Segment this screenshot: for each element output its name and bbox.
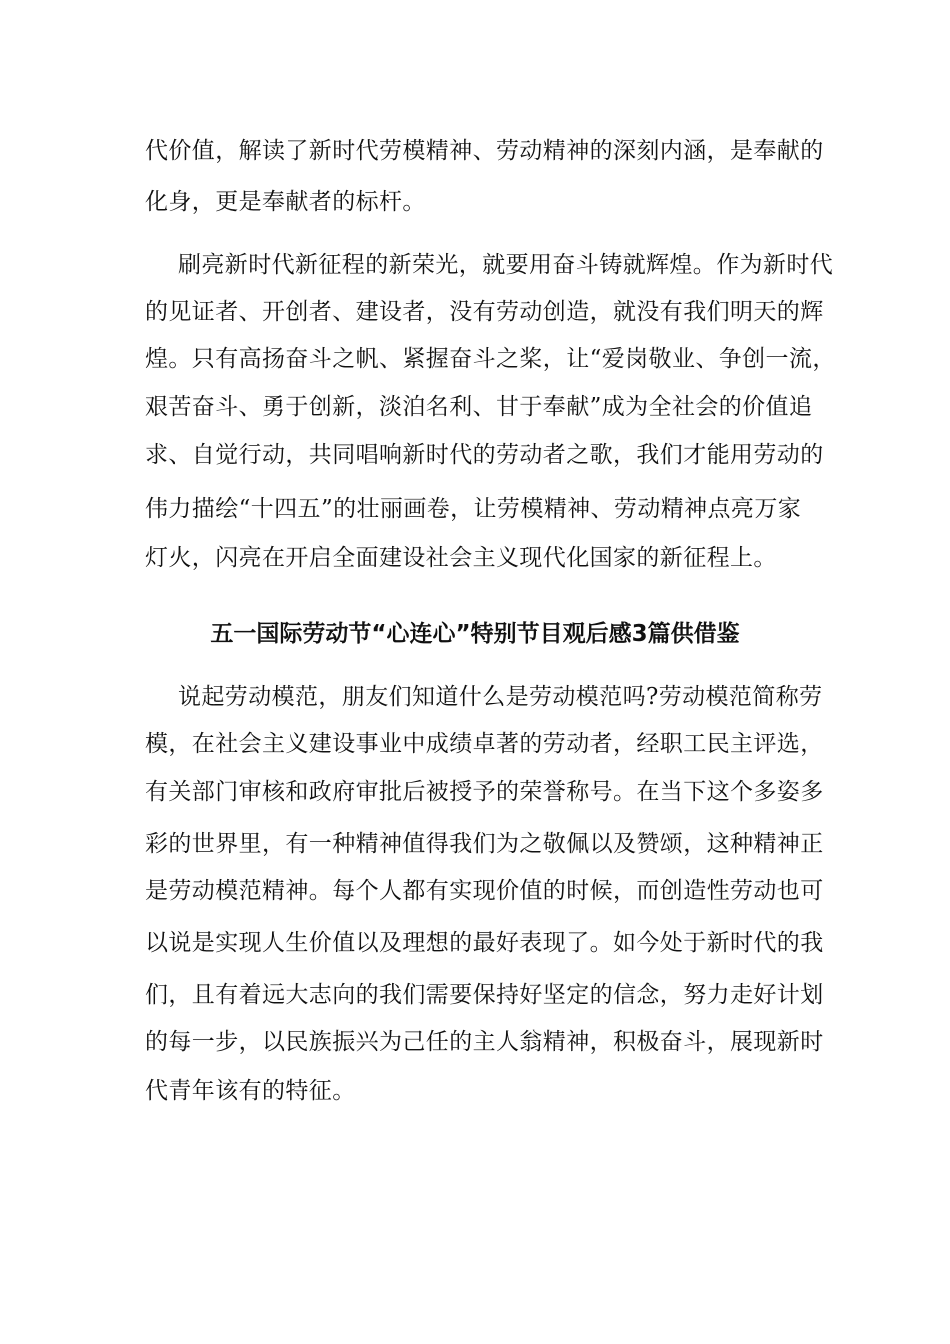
paragraph-3-line-5: 是劳动模范精神。每个人都有实现价值的时候，而创造性劳动也可 (145, 878, 824, 904)
paragraph-2-line-6: 伟力描绘“十四五”的壮丽画卷，让劳模精神、劳动精神点亮万家 (145, 496, 802, 522)
paragraph-3-line-7: 们，且有着远大志向的我们需要保持好坚定的信念，努力走好计划 (145, 982, 824, 1008)
section-heading: 五一国际劳动节“心连心”特别节目观后感3篇供借鉴 (210, 621, 740, 647)
paragraph-2-line-3: 煌。只有高扬奋斗之帆、紧握奋斗之桨，让“爱岗敬业、争创一流， (145, 346, 836, 372)
paragraph-3-line-9: 代青年该有的特征。 (145, 1078, 356, 1104)
paragraph-3-line-1: 说起劳动模范，朋友们知道什么是劳动模范吗?劳动模范简称劳 (178, 684, 823, 710)
paragraph-3-line-3: 有关部门审核和政府审批后被授予的荣誉称号。在当下这个多姿多 (145, 779, 824, 805)
paragraph-2-line-2: 的见证者、开创者、建设者，没有劳动创造，就没有我们明天的辉 (145, 299, 824, 325)
paragraph-3-line-2: 模，在社会主义建设事业中成绩卓著的劳动者，经职工民主评选， (145, 731, 824, 757)
paragraph-1-line-2: 化身，更是奉献者的标杆。 (145, 189, 426, 215)
paragraph-1-line-1: 代价值，解读了新时代劳模精神、劳动精神的深刻内涵，是奉献的 (145, 138, 824, 164)
paragraph-3-line-8: 的每一步，以民族振兴为己任的主人翁精神，积极奋斗，展现新时 (145, 1029, 824, 1055)
paragraph-3-line-4: 彩的世界里，有一种精神值得我们为之敬佩以及赞颂，这种精神正 (145, 831, 824, 857)
paragraph-2-line-4: 艰苦奋斗、勇于创新，淡泊名利、甘于奉献”成为全社会的价值追 (145, 394, 813, 420)
paragraph-2-line-1: 刷亮新时代新征程的新荣光，就要用奋斗铸就辉煌。作为新时代 (178, 252, 834, 278)
paragraph-3-line-6: 以说是实现人生价值以及理想的最好表现了。如今处于新时代的我 (145, 930, 824, 956)
paragraph-2-line-7: 灯火，闪亮在开启全面建设社会主义现代化国家的新征程上。 (145, 545, 777, 571)
paragraph-2-line-5: 求、自觉行动，共同唱响新时代的劳动者之歌，我们才能用劳动的 (145, 442, 824, 468)
